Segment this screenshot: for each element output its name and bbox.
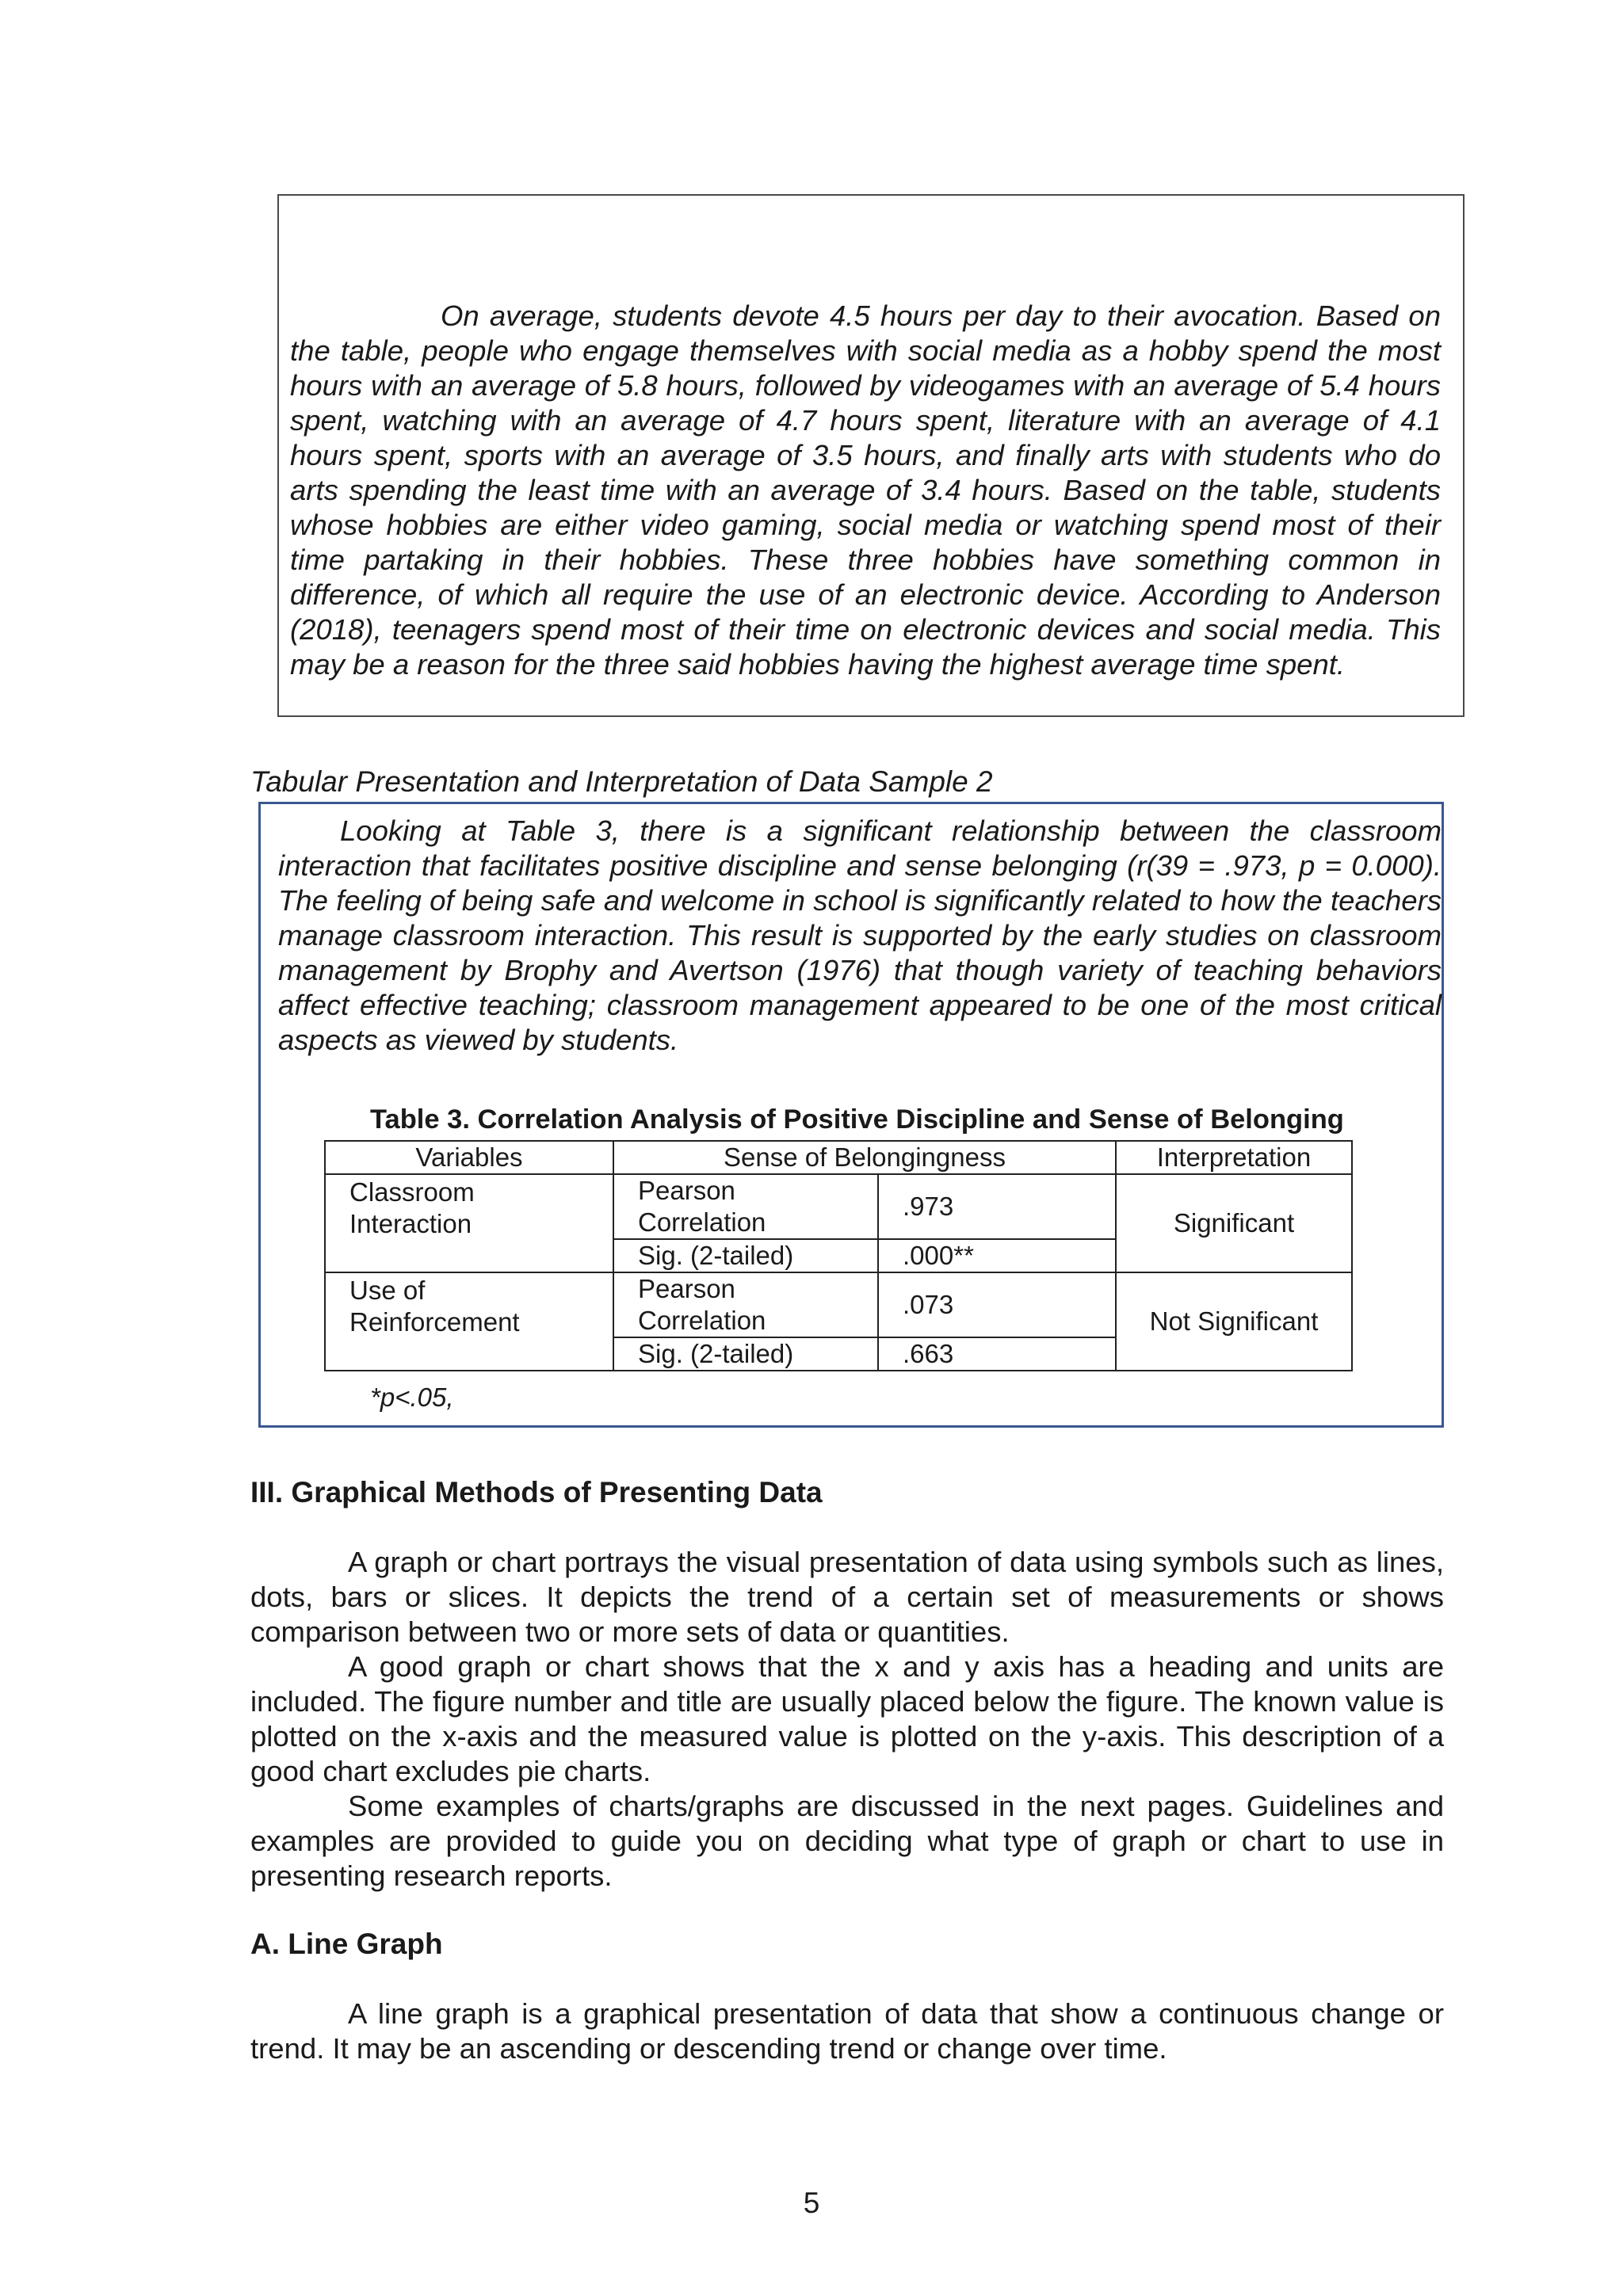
significance-note: *p<.05, — [370, 1383, 454, 1412]
table-header-row — [325, 1141, 1352, 1174]
interpretation-box-sample-2 — [258, 802, 1444, 1428]
variable-cell: Classroom Interaction — [325, 1174, 613, 1272]
stat-value-cell: .973 — [878, 1174, 1116, 1239]
variable-cell: Use of Reinforcement — [325, 1272, 613, 1371]
stat-value-cell: .663 — [878, 1337, 1116, 1371]
header-variables: Variables — [325, 1141, 613, 1174]
section-a-heading: A. Line Graph — [250, 1928, 443, 1960]
section-3-paragraph-2: A good graph or chart shows that the x and y axis has a heading and units are included. The figure number and title are usually placed below the figure. The known value is plotted on the x-axis and the measured value is plotted on the y-axis. This description of a good chart excludes pie charts. — [250, 1650, 1444, 1787]
section-a-paragraph-1: A line graph is a graphical presentation of data that show a continuous change or trend. It may be an ascending or descending trend or change over time. — [250, 1997, 1444, 2065]
stat-value-cell: .073 — [878, 1272, 1116, 1337]
correlation-table — [324, 1140, 1353, 1371]
table-row — [325, 1174, 1352, 1239]
section-3-paragraph-1: A graph or chart portrays the visual presentation of data using symbols such as lines, dots, bars or slices. It depicts the trend of a certain set of measurements or shows comparison between two or more sets of data or quantities. — [250, 1546, 1444, 1648]
table-3-title: Table 3. Correlation Analysis of Positive Discipline and Sense of Belonging — [370, 1104, 1344, 1135]
sample-1-paragraph: On average, students devote 4.5 hours per day to their avocation. Based on the table, people who engage themselves with social media as a hobby spend the most hours with an average of 5.8 hours, followed by videogames with an average of 5.4 hours spent, watching with an average of 4.7 hours spent, literature with an average of 4.1 hours spent, sports with an average of 3.5 hours, and finally arts with students who do arts spending the least time with an average of 3.4 hours. Based on the table, students whose hobbies are either video gaming, social media or watching spend most of their time partaking in their hobbies. These three hobbies have something common in difference, of which all require the use of an electronic device. According to Anderson (2018), teenagers spend most of their time on electronic devices and social media. This may be a reason for the three said hobbies having the highest average time spent. — [290, 299, 1441, 681]
stat-label-cell: Sig. (2-tailed) — [613, 1337, 878, 1371]
stat-value-cell: .000** — [878, 1239, 1116, 1272]
interpretation-cell: Significant — [1116, 1174, 1352, 1272]
interpretation-box-sample-1 — [277, 194, 1465, 717]
interpretation-cell: Not Significant — [1116, 1272, 1352, 1371]
section-3-heading: III. Graphical Methods of Presenting Data — [250, 1476, 823, 1508]
stat-label-cell: Pearson Correlation — [613, 1174, 878, 1239]
page-number: 5 — [803, 2187, 820, 2219]
header-sense-of-belongingness: Sense of Belongingness — [613, 1141, 1116, 1174]
stat-label-cell: Sig. (2-tailed) — [613, 1239, 878, 1272]
sample-2-paragraph: Looking at Table 3, there is a significant relationship between the classroom interaction that facilitates positive discipline and sense belonging (r(39 = .973, p = 0.000). The feeling of being safe and welcome in school is significantly related to how the teachers manage classroom interaction. This result is supported by the early studies on classroom management by Brophy and Avertson (1976) that though variety of teaching behaviors affect effective teaching; classroom management appeared to be one of the most critical aspects as viewed by students. — [278, 814, 1442, 1056]
table-row — [325, 1272, 1352, 1337]
header-interpretation: Interpretation — [1116, 1141, 1352, 1174]
stat-label-cell: Pearson Correlation — [613, 1272, 878, 1337]
sample-2-caption: Tabular Presentation and Interpretation of Data Sample 2 — [250, 765, 993, 798]
section-3-paragraph-3: Some examples of charts/graphs are discussed in the next pages. Guidelines and examples are provided to guide you on deciding what type of graph or chart to use in presenting research reports. — [250, 1790, 1444, 1892]
